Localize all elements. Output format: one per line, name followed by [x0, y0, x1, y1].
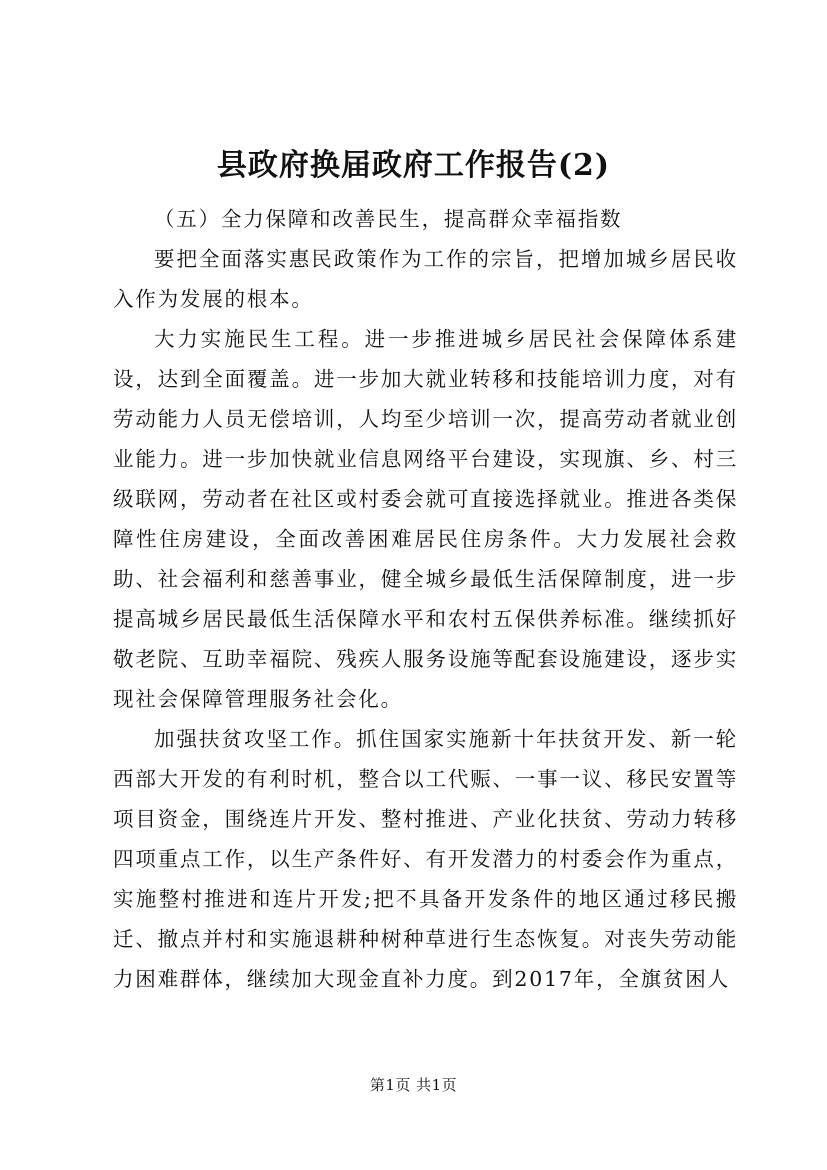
document-body	[113, 199, 738, 999]
body-paragraph: 大力实施民生工程。进一步推进城乡居民社会保障体系建设，达到全面覆盖。进一步加大就业转移和技能培训力度，对有劳动能力人员无偿培训，人均至少培训一次，提高劳动者就业创业能力。进一步加快就业信息网络平台建设，实现旗、乡、村三级联网，劳动者在社区或村委会就可直接选择就业。推进各类保障性住房建设，全面改善困难居民住房条件。大力发展社会救助、社会福利和慈善事业，健全城乡最低生活保障制度，进一步提高城乡居民最低生活保障水平和农村五保供养标准。继续抓好敬老院、互助幸福院、残疾人服务设施等配套设施建设，逐步实现社会保障管理服务社会化。	[113, 327, 738, 711]
section-heading: （五）全力保障和改善民生，提高群众幸福指数	[154, 207, 623, 231]
page-footer: 第1页 共1页	[369, 1076, 458, 1094]
body-paragraph: 加强扶贫攻坚工作。抓住国家实施新十年扶贫开发、新一轮西部大开发的有利时机，整合以工代赈、一事一议、移民安置等项目资金，围绕连片开发、整村推进、产业化扶贫、劳动力转移四项重点工作，以生产条件好、有开发潜力的村委会作为重点，实施整村推进和连片开发;把不具备开发条件的地区通过移民搬迁、撤点并村和实施退耕种树种草进行生态恢复。对丧失劳动能力困难群体，继续加大现金直补力度。到2017年，全旗贫困人	[113, 727, 738, 991]
document-title: 县政府换届政府工作报告(2)	[216, 148, 611, 183]
body-paragraph: 要把全面落实惠民政策作为工作的宗旨，把增加城乡居民收入作为发展的根本。	[113, 247, 738, 311]
